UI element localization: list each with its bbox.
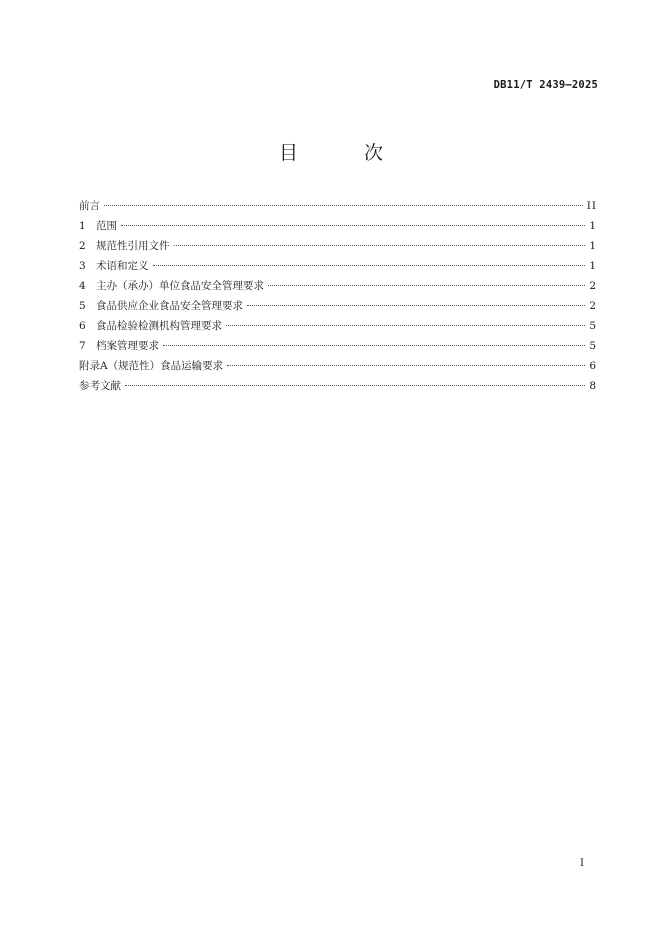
toc-entry-page: 5 xyxy=(589,340,597,352)
toc-entry-label: 范围 xyxy=(96,220,117,232)
document-code: DB11/T 2439—2025 xyxy=(493,79,598,91)
toc-leader-dots xyxy=(125,385,585,386)
page-title: 目 次 xyxy=(278,142,414,164)
toc-entry-label: 前言 xyxy=(79,200,100,212)
toc-entry-normative-references[interactable] xyxy=(79,236,597,256)
toc-entry-label: 食品供应企业食品安全管理要求 xyxy=(96,300,243,312)
toc-entry-bibliography[interactable] xyxy=(79,376,597,396)
toc-leader-dots xyxy=(247,305,585,306)
page-number: I xyxy=(580,858,584,869)
toc-leader-dots xyxy=(174,245,586,246)
toc-entry-number: 7 xyxy=(79,340,86,352)
toc-entry-label: 食品检验检测机构管理要求 xyxy=(96,320,222,332)
toc-entry-page: II xyxy=(586,200,597,212)
toc-entry-organizer-requirements[interactable] xyxy=(79,276,597,296)
toc-entry-page: 1 xyxy=(589,240,597,252)
toc-leader-dots xyxy=(121,225,585,226)
toc-entry-number: 5 xyxy=(79,300,86,312)
toc-entry-page: 1 xyxy=(589,260,597,272)
toc-entry-page: 2 xyxy=(589,280,597,292)
toc-leader-dots xyxy=(104,205,583,206)
toc-entry-supplier-requirements[interactable] xyxy=(79,296,597,316)
toc-entry-label: 主办（承办）单位食品安全管理要求 xyxy=(96,280,264,292)
toc-leader-dots xyxy=(226,325,585,326)
toc-entry-number: 4 xyxy=(79,280,86,292)
toc-entry-terms-definitions[interactable] xyxy=(79,256,597,276)
toc-entry-number: 3 xyxy=(79,260,86,272)
toc-entry-scope[interactable] xyxy=(79,216,597,236)
toc-entry-number: 2 xyxy=(79,240,86,252)
toc-leader-dots xyxy=(153,265,586,266)
toc-entry-archive-requirements[interactable] xyxy=(79,336,597,356)
toc-entry-label: 档案管理要求 xyxy=(96,340,159,352)
toc-entry-page: 1 xyxy=(589,220,597,232)
toc-entry-label: 附录A（规范性）食品运输要求 xyxy=(79,360,224,372)
toc-entry-inspection-agency-requirements[interactable] xyxy=(79,316,597,336)
toc-entry-page: 6 xyxy=(589,360,597,372)
toc-entry-label: 术语和定义 xyxy=(96,260,149,272)
toc-leader-dots xyxy=(268,285,585,286)
toc-entry-page: 5 xyxy=(589,320,597,332)
toc-leader-dots xyxy=(163,345,585,346)
toc-entry-appendix-a[interactable] xyxy=(79,356,597,376)
toc-entry-page: 8 xyxy=(589,380,597,392)
toc-leader-dots xyxy=(227,365,585,366)
toc-entry-number: 6 xyxy=(79,320,86,332)
toc-entry-label: 参考文献 xyxy=(79,380,121,392)
toc-entry-foreword[interactable] xyxy=(79,196,597,216)
toc-entry-number: 1 xyxy=(79,220,86,232)
toc-entry-page: 2 xyxy=(589,300,597,312)
toc-entry-label: 规范性引用文件 xyxy=(96,240,170,252)
table-of-contents xyxy=(79,196,597,396)
